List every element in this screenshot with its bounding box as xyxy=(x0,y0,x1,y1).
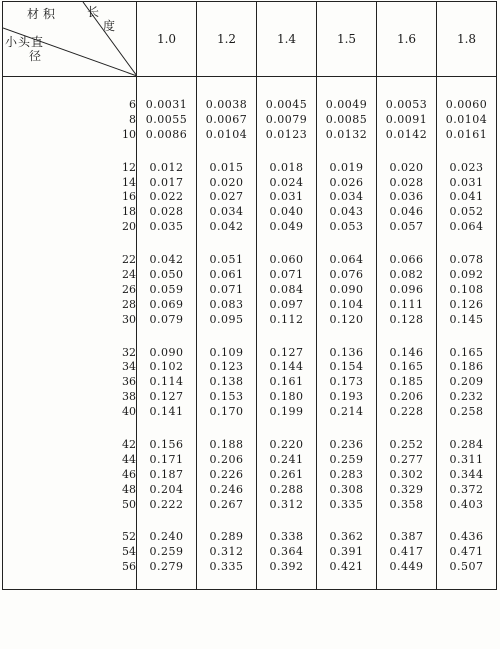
volume-value: 0.0104 xyxy=(445,112,488,126)
diameter-value: 12 xyxy=(122,160,136,174)
volume-value: 0.031 xyxy=(449,175,484,189)
volume-value: 0.392 xyxy=(269,560,304,574)
volume-value: 0.261 xyxy=(269,467,304,481)
volume-value: 0.028 xyxy=(389,175,424,189)
volume-value: 0.436 xyxy=(449,530,484,544)
volume-cell xyxy=(257,328,317,420)
volume-value: 0.138 xyxy=(209,375,244,389)
volume-value: 0.109 xyxy=(209,345,244,359)
volume-value: 0.364 xyxy=(269,545,304,559)
volume-value: 0.246 xyxy=(209,482,244,496)
length-header-6: 1.8 xyxy=(437,2,497,77)
table-body xyxy=(3,77,497,590)
volume-cell xyxy=(257,512,317,589)
volume-value: 0.387 xyxy=(389,530,424,544)
diameter-value: 14 xyxy=(122,175,136,189)
volume-value: 0.040 xyxy=(269,205,304,219)
diameter-value: 10 xyxy=(122,127,136,141)
volume-value: 0.127 xyxy=(149,390,184,404)
volume-value: 0.069 xyxy=(149,297,184,311)
diameter-cell xyxy=(3,235,137,327)
volume-value: 0.127 xyxy=(269,345,304,359)
row-group xyxy=(3,512,497,589)
volume-value: 0.259 xyxy=(329,452,364,466)
volume-value: 0.267 xyxy=(209,497,244,511)
volume-value: 0.284 xyxy=(449,438,484,452)
diameter-value: 54 xyxy=(122,545,136,559)
volume-value: 0.112 xyxy=(269,312,304,326)
volume-value: 0.041 xyxy=(449,190,484,204)
volume-value: 0.173 xyxy=(329,375,364,389)
diameter-value: 46 xyxy=(122,467,136,481)
volume-value: 0.329 xyxy=(389,482,424,496)
volume-cell xyxy=(377,77,437,143)
volume-cell xyxy=(317,512,377,589)
volume-value: 0.312 xyxy=(209,545,244,559)
volume-value: 0.051 xyxy=(209,253,244,267)
volume-value: 0.084 xyxy=(269,282,304,296)
volume-value: 0.092 xyxy=(449,268,484,282)
volume-value: 0.289 xyxy=(209,530,244,544)
volume-cell xyxy=(257,235,317,327)
diameter-value: 28 xyxy=(122,297,136,311)
volume-cell xyxy=(377,235,437,327)
volume-value: 0.060 xyxy=(269,253,304,267)
volume-value: 0.071 xyxy=(269,268,304,282)
volume-value: 0.193 xyxy=(329,390,364,404)
volume-value: 0.170 xyxy=(209,405,244,419)
volume-value: 0.372 xyxy=(449,482,484,496)
volume-value: 0.023 xyxy=(449,160,484,174)
row-group xyxy=(3,77,497,143)
volume-cell xyxy=(137,235,197,327)
volume-value: 0.136 xyxy=(329,345,364,359)
volume-value: 0.022 xyxy=(149,190,184,204)
volume-value: 0.185 xyxy=(389,375,424,389)
volume-value: 0.165 xyxy=(449,345,484,359)
volume-value: 0.036 xyxy=(389,190,424,204)
volume-value: 0.027 xyxy=(209,190,244,204)
volume-value: 0.240 xyxy=(149,530,184,544)
volume-value: 0.417 xyxy=(389,545,424,559)
volume-label: 材积 xyxy=(27,7,60,21)
volume-value: 0.154 xyxy=(329,360,364,374)
volume-value: 0.028 xyxy=(149,205,184,219)
volume-cell xyxy=(317,420,377,512)
diameter-label-b: 径 xyxy=(29,49,42,63)
volume-value: 0.017 xyxy=(149,175,184,189)
volume-value: 0.097 xyxy=(269,297,304,311)
volume-value: 0.0055 xyxy=(145,112,188,126)
diameter-value: 16 xyxy=(122,190,136,204)
volume-value: 0.171 xyxy=(149,452,184,466)
volume-value: 0.259 xyxy=(149,545,184,559)
volume-value: 0.241 xyxy=(269,452,304,466)
volume-value: 0.199 xyxy=(269,405,304,419)
length-header-5: 1.6 xyxy=(377,2,437,77)
volume-value: 0.226 xyxy=(209,467,244,481)
volume-value: 0.311 xyxy=(449,452,484,466)
volume-cell xyxy=(257,143,317,235)
volume-value: 0.111 xyxy=(389,297,424,311)
diameter-cell xyxy=(3,77,137,143)
volume-cell xyxy=(197,420,257,512)
volume-value: 0.108 xyxy=(449,282,484,296)
volume-value: 0.0086 xyxy=(145,127,188,141)
volume-value: 0.0142 xyxy=(385,127,428,141)
diameter-value: 42 xyxy=(122,438,136,452)
volume-value: 0.187 xyxy=(149,467,184,481)
length-label-a: 长 xyxy=(87,5,100,19)
volume-value: 0.153 xyxy=(209,390,244,404)
diameter-value: 24 xyxy=(122,268,136,282)
volume-value: 0.042 xyxy=(209,220,244,234)
volume-value: 0.128 xyxy=(389,312,424,326)
corner-header-cell xyxy=(3,2,137,77)
volume-value: 0.123 xyxy=(209,360,244,374)
volume-value: 0.283 xyxy=(329,467,364,481)
volume-value: 0.046 xyxy=(389,205,424,219)
volume-value: 0.0045 xyxy=(265,98,308,111)
volume-value: 0.102 xyxy=(149,360,184,374)
volume-value: 0.026 xyxy=(329,175,364,189)
length-header-3: 1.4 xyxy=(257,2,317,77)
volume-cell xyxy=(137,420,197,512)
volume-value: 0.012 xyxy=(149,160,184,174)
volume-value: 0.206 xyxy=(209,452,244,466)
timber-volume-table xyxy=(2,1,497,590)
volume-value: 0.064 xyxy=(329,253,364,267)
diameter-cell xyxy=(3,512,137,589)
volume-value: 0.232 xyxy=(449,390,484,404)
volume-value: 0.0049 xyxy=(325,98,368,111)
volume-value: 0.042 xyxy=(149,253,184,267)
volume-cell xyxy=(437,77,497,143)
volume-value: 0.222 xyxy=(149,497,184,511)
volume-value: 0.156 xyxy=(149,438,184,452)
volume-cell xyxy=(257,420,317,512)
length-header-1: 1.0 xyxy=(137,2,197,77)
volume-cell xyxy=(437,235,497,327)
diameter-value: 20 xyxy=(122,220,136,234)
volume-value: 0.035 xyxy=(149,220,184,234)
length-header-2: 1.2 xyxy=(197,2,257,77)
volume-value: 0.078 xyxy=(449,253,484,267)
diameter-value: 44 xyxy=(122,452,136,466)
volume-value: 0.126 xyxy=(449,297,484,311)
volume-value: 0.391 xyxy=(329,545,364,559)
volume-value: 0.096 xyxy=(389,282,424,296)
length-header-4: 1.5 xyxy=(317,2,377,77)
volume-value: 0.120 xyxy=(329,312,364,326)
volume-value: 0.071 xyxy=(209,282,244,296)
volume-value: 0.449 xyxy=(389,560,424,574)
volume-value: 0.020 xyxy=(209,175,244,189)
volume-value: 0.146 xyxy=(389,345,424,359)
volume-cell xyxy=(317,77,377,143)
diameter-cell xyxy=(3,328,137,420)
diameter-value: 32 xyxy=(122,345,136,359)
volume-value: 0.049 xyxy=(269,220,304,234)
volume-value: 0.144 xyxy=(269,360,304,374)
volume-value: 0.204 xyxy=(149,482,184,496)
volume-cell xyxy=(377,328,437,420)
volume-value: 0.277 xyxy=(389,452,424,466)
diameter-cell xyxy=(3,420,137,512)
volume-value: 0.335 xyxy=(329,497,364,511)
volume-cell xyxy=(197,512,257,589)
volume-value: 0.206 xyxy=(389,390,424,404)
volume-value: 0.362 xyxy=(329,530,364,544)
row-group xyxy=(3,328,497,420)
volume-cell xyxy=(197,328,257,420)
volume-value: 0.083 xyxy=(209,297,244,311)
volume-value: 0.209 xyxy=(449,375,484,389)
volume-value: 0.0060 xyxy=(445,98,488,111)
volume-value: 0.053 xyxy=(329,220,364,234)
row-group xyxy=(3,143,497,235)
volume-value: 0.0079 xyxy=(265,112,308,126)
volume-value: 0.0161 xyxy=(445,127,488,141)
length-label-b: 度 xyxy=(103,19,116,33)
volume-cell xyxy=(377,143,437,235)
volume-value: 0.050 xyxy=(149,268,184,282)
volume-value: 0.090 xyxy=(329,282,364,296)
diameter-value: 56 xyxy=(122,560,136,574)
volume-value: 0.018 xyxy=(269,160,304,174)
volume-value: 0.0132 xyxy=(325,127,368,141)
volume-value: 0.186 xyxy=(449,360,484,374)
volume-value: 0.288 xyxy=(269,482,304,496)
volume-value: 0.024 xyxy=(269,175,304,189)
volume-cell xyxy=(317,328,377,420)
volume-value: 0.0091 xyxy=(385,112,428,126)
volume-value: 0.335 xyxy=(209,560,244,574)
volume-cell xyxy=(377,420,437,512)
volume-cell xyxy=(197,77,257,143)
diameter-value: 6 xyxy=(129,98,136,111)
volume-value: 0.188 xyxy=(209,438,244,452)
volume-value: 0.421 xyxy=(329,560,364,574)
volume-value: 0.061 xyxy=(209,268,244,282)
volume-value: 0.019 xyxy=(329,160,364,174)
diameter-value: 26 xyxy=(122,282,136,296)
diameter-value: 40 xyxy=(122,405,136,419)
volume-cell xyxy=(317,143,377,235)
volume-value: 0.052 xyxy=(449,205,484,219)
volume-value: 0.034 xyxy=(209,205,244,219)
volume-cell xyxy=(317,235,377,327)
row-group xyxy=(3,420,497,512)
volume-value: 0.095 xyxy=(209,312,244,326)
volume-cell xyxy=(377,512,437,589)
volume-value: 0.220 xyxy=(269,438,304,452)
volume-value: 0.338 xyxy=(269,530,304,544)
diameter-value: 36 xyxy=(122,375,136,389)
volume-value: 0.0104 xyxy=(205,127,248,141)
volume-value: 0.358 xyxy=(389,497,424,511)
volume-value: 0.258 xyxy=(449,405,484,419)
volume-cell xyxy=(437,143,497,235)
volume-value: 0.279 xyxy=(149,560,184,574)
diameter-value: 52 xyxy=(122,530,136,544)
diameter-value: 50 xyxy=(122,497,136,511)
volume-cell xyxy=(137,328,197,420)
volume-value: 0.403 xyxy=(449,497,484,511)
volume-value: 0.228 xyxy=(389,405,424,419)
diameter-label-a: 小头直 xyxy=(5,35,45,49)
diameter-value: 34 xyxy=(122,360,136,374)
volume-cell xyxy=(257,77,317,143)
volume-value: 0.059 xyxy=(149,282,184,296)
diameter-value: 8 xyxy=(129,112,136,126)
diameter-value: 38 xyxy=(122,390,136,404)
volume-value: 0.020 xyxy=(389,160,424,174)
volume-value: 0.302 xyxy=(389,467,424,481)
volume-value: 0.0067 xyxy=(205,112,248,126)
diameter-value: 22 xyxy=(122,253,136,267)
volume-value: 0.312 xyxy=(269,497,304,511)
volume-value: 0.104 xyxy=(329,297,364,311)
volume-value: 0.0085 xyxy=(325,112,368,126)
volume-value: 0.043 xyxy=(329,205,364,219)
volume-cell xyxy=(437,512,497,589)
volume-value: 0.015 xyxy=(209,160,244,174)
volume-value: 0.344 xyxy=(449,467,484,481)
diameter-cell xyxy=(3,143,137,235)
volume-cell xyxy=(137,143,197,235)
volume-value: 0.0031 xyxy=(145,98,188,111)
volume-value: 0.0038 xyxy=(205,98,248,111)
volume-value: 0.145 xyxy=(449,312,484,326)
volume-value: 0.252 xyxy=(389,438,424,452)
volume-cell xyxy=(437,420,497,512)
volume-value: 0.308 xyxy=(329,482,364,496)
diameter-value: 30 xyxy=(122,312,136,326)
diameter-value: 18 xyxy=(122,205,136,219)
volume-cell xyxy=(137,77,197,143)
volume-value: 0.076 xyxy=(329,268,364,282)
volume-cell xyxy=(197,235,257,327)
volume-cell xyxy=(197,143,257,235)
volume-value: 0.507 xyxy=(449,560,484,574)
volume-value: 0.031 xyxy=(269,190,304,204)
volume-value: 0.066 xyxy=(389,253,424,267)
volume-value: 0.471 xyxy=(449,545,484,559)
volume-value: 0.161 xyxy=(269,375,304,389)
volume-value: 0.0123 xyxy=(265,127,308,141)
volume-value: 0.214 xyxy=(329,405,364,419)
diameter-value: 48 xyxy=(122,482,136,496)
volume-value: 0.057 xyxy=(389,220,424,234)
row-group xyxy=(3,235,497,327)
volume-value: 0.082 xyxy=(389,268,424,282)
volume-value: 0.079 xyxy=(149,312,184,326)
volume-cell xyxy=(437,328,497,420)
volume-value: 0.090 xyxy=(149,345,184,359)
header-row xyxy=(3,2,497,77)
volume-value: 0.236 xyxy=(329,438,364,452)
volume-value: 0.180 xyxy=(269,390,304,404)
volume-value: 0.114 xyxy=(149,375,184,389)
volume-value: 0.165 xyxy=(389,360,424,374)
volume-value: 0.141 xyxy=(149,405,184,419)
volume-cell xyxy=(137,512,197,589)
volume-value: 0.064 xyxy=(449,220,484,234)
volume-value: 0.0053 xyxy=(385,98,428,111)
volume-value: 0.034 xyxy=(329,190,364,204)
